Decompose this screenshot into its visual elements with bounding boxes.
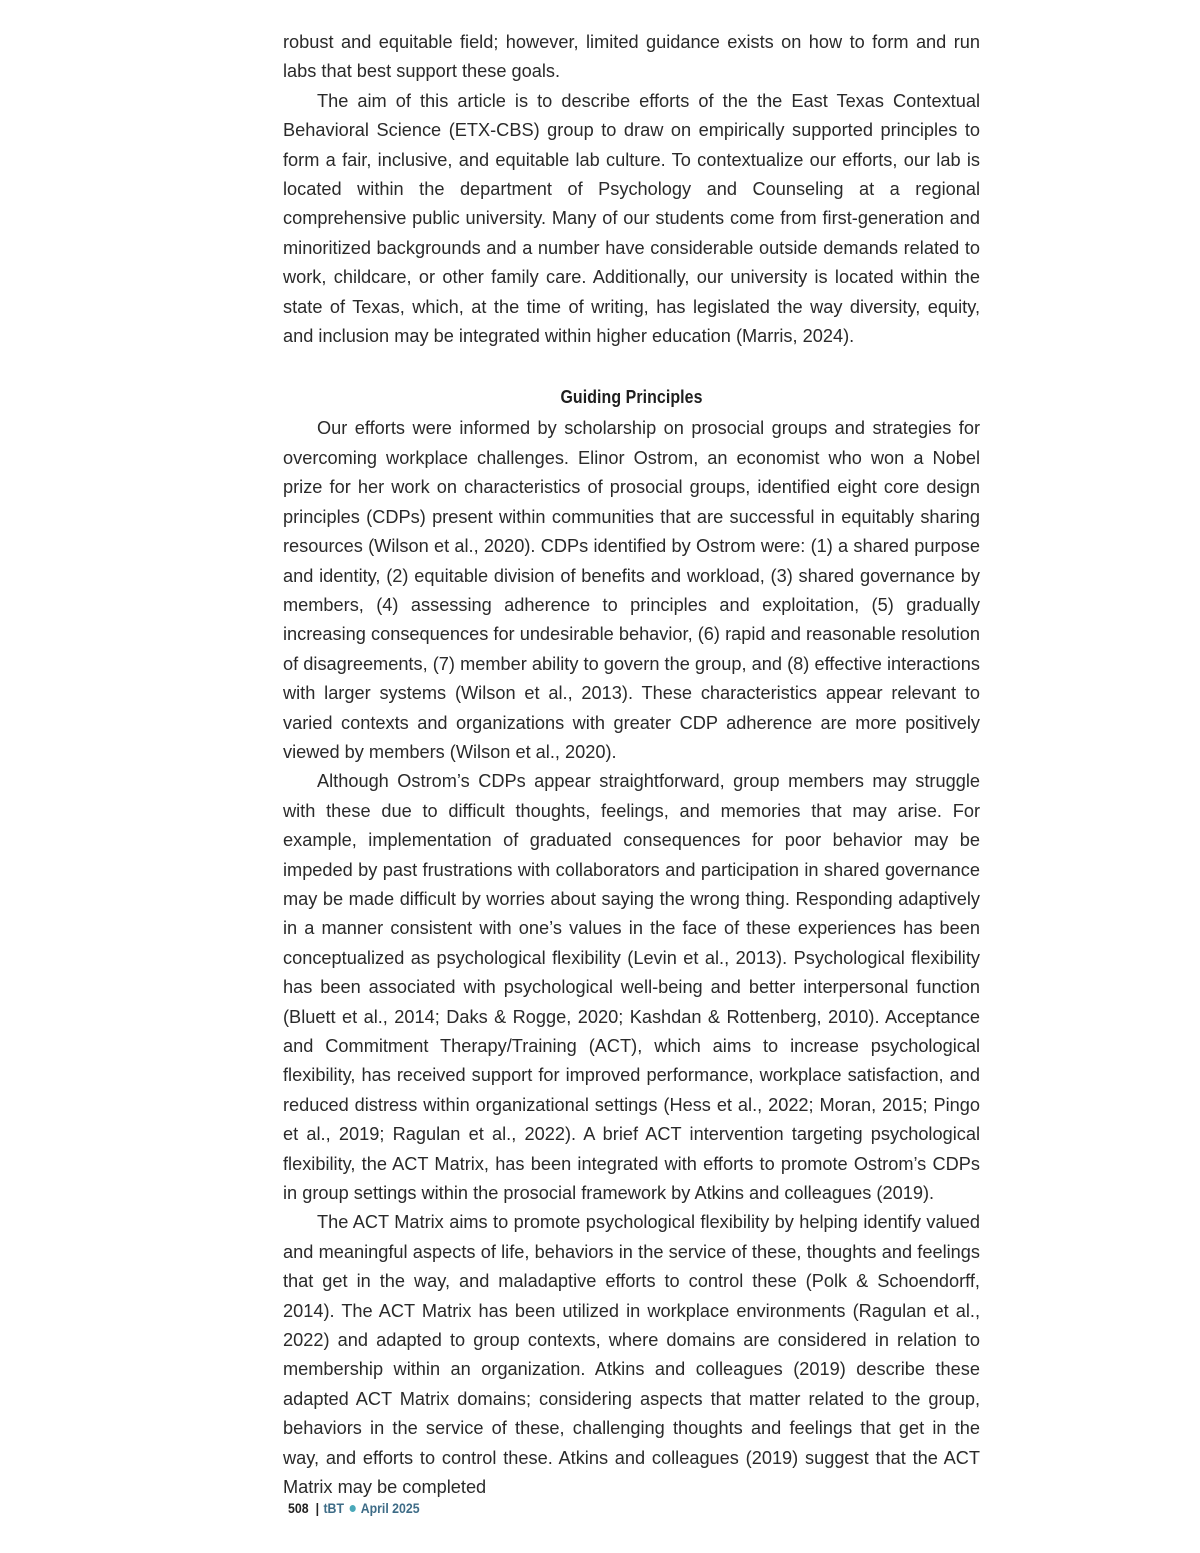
article-body	[283, 28, 980, 1503]
issue-date: April 2025	[360, 1500, 420, 1516]
paragraph-ostrom: Our efforts were informed by scholarship on prosocial groups and strategies for overcoming workplace challenges. Elinor Ostrom, an economist who won a Nobel prize for her work on characteristics of prosocial groups, identified eight core design principles (CDPs) present within communities that are successful in equitably sharing resources (Wilson et al., 2020). CDPs identified by Ostrom were: (1) a shared purpose and identity, (2) equitable division of benefits and workload, (3) shared governance by members, (4) assessing adherence to principles and exploitation, (5) gradually increasing consequences for undesirable behavior, (6) rapid and reasonable resolution of disagreements, (7) member ability to govern the group, and (8) effective interactions with larger systems (Wilson et al., 2013). These characteristics appear relevant to varied contexts and organizations with greater CDP adherence are more positively viewed by members (Wilson et al., 2020).	[283, 418, 980, 762]
bullet-dot-icon	[349, 1505, 355, 1512]
paragraph-flexibility: Although Ostrom’s CDPs appear straightforward, group members may struggle with these due to difficult thoughts, feelings, and memories that may arise. For example, implementation of graduated consequences for poor behavior may be impeded by past frustrations with collaborators and participation in shared governance may be made difficult by worries about saying the wrong thing. Responding adaptively in a manner consistent with one’s values in the face of these experiences has been conceptualized as psychological flexibility (Levin et al., 2013). Psychological flexibility has been associated with psychological well-being and better interpersonal function (Bluett et al., 2014; Daks & Rogge, 2020; Kashdan & Rottenberg, 2010). Acceptance and Commitment Therapy/Training (ACT), which aims to increase psychological flexibility, has received support for improved performance, workplace satisfaction, and reduced distress within organizational settings (Hess et al., 2022; Moran, 2015; Pingo et al., 2019; Ragulan et al., 2022). A brief ACT intervention targeting psychological flexibility, the ACT Matrix, has been integrated with efforts to promote Ostrom’s CDPs in group settings within the prosocial framework by Atkins and colleagues (2019).	[283, 771, 980, 1204]
paragraph-continuation: robust and equitable field; however, limited guidance exists on how to form and run labs that best support these goals.	[283, 32, 980, 82]
paragraph-aim: The aim of this article is to describe efforts of the the East Texas Contextual Behavioral Science (ETX-CBS) group to draw on empirically supported principles to form a fair, inclusive, and equitable lab culture. To contextualize our efforts, our lab is located within the department of Psychology and Counseling at a regional comprehensive public university. Many of our students come from first-generation and minoritized backgrounds and a number have considerable outside demands related to work, childcare, or other family care. Additionally, our university is located within the state of Texas, which, at the time of writing, has legislated the way diversity, equity, and inclusion may be integrated within higher education (Marris, 2024).	[283, 90, 980, 347]
section-heading: Guiding Principles	[560, 386, 703, 408]
page-footer	[288, 1500, 420, 1516]
paragraph-act-matrix: The ACT Matrix aims to promote psychological flexibility by helping identify valued and meaningful aspects of life, behaviors in the service of these, thoughts and feelings that get in the way, and maladaptive efforts to control these (Polk & Schoendorff, 2014). The ACT Matrix has been utilized in workplace environments (Ragulan et al., 2022) and adapted to group contexts, where domains are considered in relation to membership within an organization. Atkins and colleagues (2019) describe these adapted ACT Matrix domains; considering aspects that matter related to the group, behaviors in the service of these, challenging thoughts and feelings that get in the way, and efforts to control these. Atkins and colleagues (2019) suggest that the ACT Matrix may be completed	[283, 1212, 980, 1498]
page-number: 508	[288, 1500, 309, 1516]
footer-separator: |	[315, 1500, 320, 1516]
journal-name: tBT	[323, 1500, 344, 1516]
